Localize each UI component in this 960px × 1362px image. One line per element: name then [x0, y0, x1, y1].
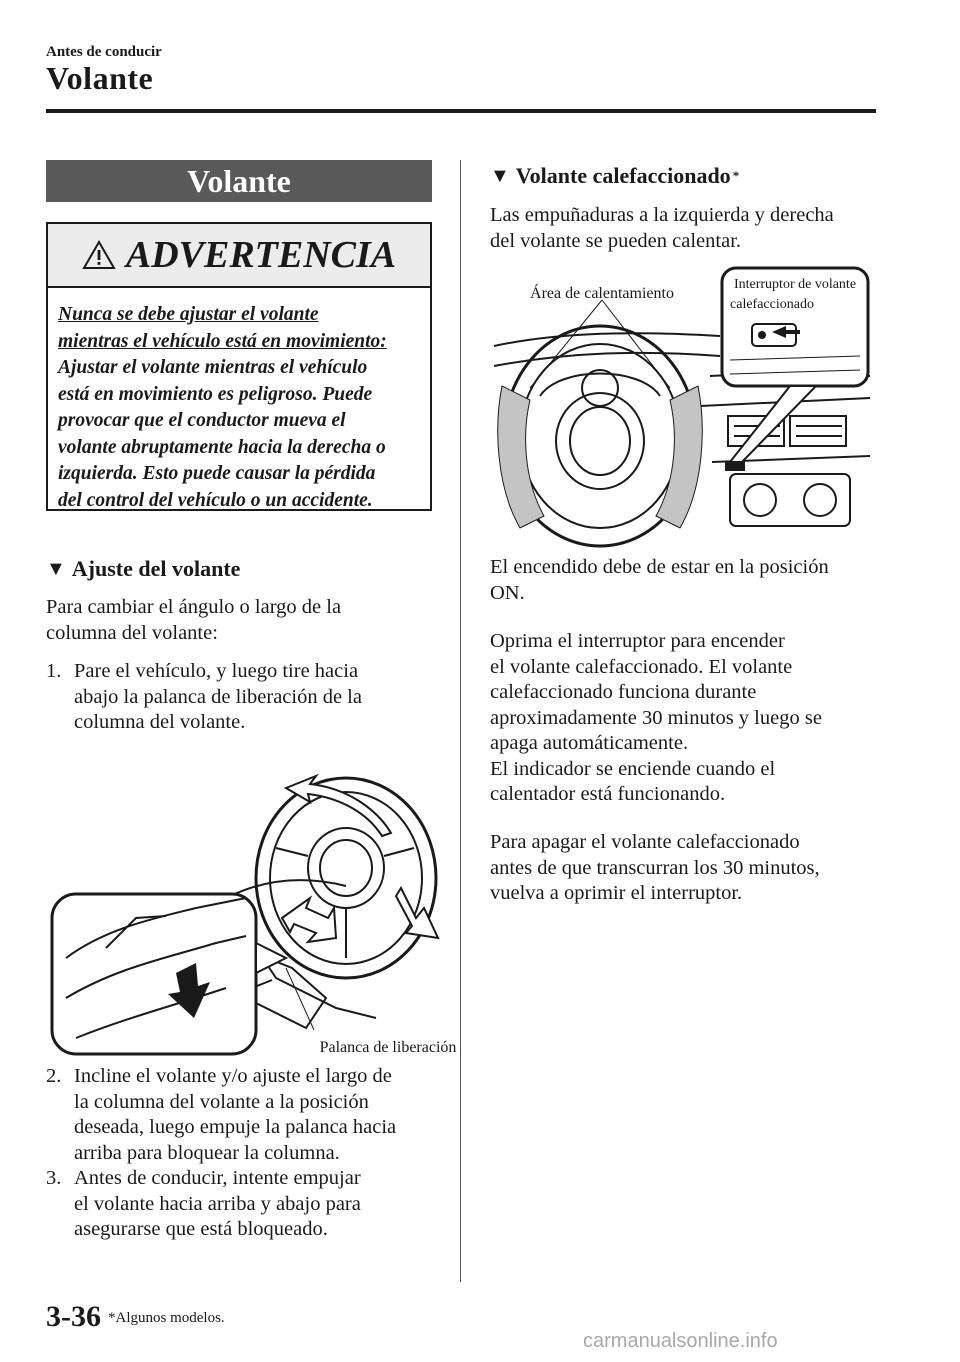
warning-line: izquierda. Esto puede causar la pérdida — [58, 463, 376, 484]
text-line: Incline el volante y/o ajuste el largo de — [74, 1065, 392, 1087]
text-line: Las empuñaduras a la izquierda y derecha — [490, 204, 834, 226]
text-line: el volante calefaccionado. El volante — [490, 655, 793, 678]
subheading-text: Volante calefaccionado — [515, 163, 731, 188]
text-line: El encendido debe de estar en la posición — [490, 556, 829, 578]
warning-line: está en movimiento es peligroso. Puede — [58, 383, 373, 405]
triangle-down-icon: ▼ — [490, 165, 510, 187]
text-line: calefaccionado funciona durante — [490, 681, 757, 703]
text-line: Para cambiar el ángulo o largo de la — [46, 596, 342, 618]
page-number: 3-36 — [46, 1300, 101, 1333]
footnote: *Algunos modelos. — [108, 1310, 225, 1326]
column-divider — [460, 160, 461, 1282]
text-line: la columna del volante a la posición — [74, 1090, 369, 1113]
watermark[interactable]: carmanualsonline.info — [583, 1330, 778, 1352]
heated-para-2 — [490, 629, 890, 808]
warning-line: Nunca se debe ajustar el volante — [58, 304, 319, 325]
text-line: apaga automáticamente. — [490, 732, 689, 754]
warning-line: mientras el vehículo está en movimiento: — [58, 330, 387, 352]
section-banner: Volante — [46, 160, 432, 202]
warning-body — [48, 288, 430, 514]
text-line: deseada, luego empuje la palanca hacia — [74, 1116, 397, 1138]
warning-title: ADVERTENCIA — [125, 234, 397, 276]
text-line: aproximadamente 30 minutos y luego se — [490, 706, 822, 729]
text-line: ON. — [490, 581, 525, 604]
switch-label-line2: calefaccionado — [730, 297, 814, 312]
warning-triangle-icon — [82, 240, 116, 270]
footnote-mark: * — [732, 168, 740, 183]
step-number: 2. — [46, 1065, 62, 1087]
text-line: Oprima el interruptor para encender — [490, 630, 785, 652]
triangle-down-icon: ▼ — [46, 558, 66, 580]
text-line: Pare el vehículo, y luego tire hacia — [74, 660, 359, 682]
step-2 — [46, 1064, 446, 1166]
step-3 — [46, 1166, 446, 1243]
section-label: Antes de conducir — [46, 44, 162, 60]
warning-line: Ajustar el volante mientras el vehículo — [58, 357, 368, 378]
warning-box — [46, 222, 432, 511]
step-number: 3. — [46, 1167, 62, 1189]
warning-header — [48, 224, 430, 288]
heating-area-label: Área de calentamiento — [530, 285, 674, 302]
subheading-heated — [490, 163, 739, 189]
intro-paragraph — [46, 595, 446, 646]
text-line: columna del volante: — [46, 621, 218, 644]
warning-line: del control del vehículo o un accidente. — [58, 489, 373, 511]
heated-para-3 — [490, 830, 890, 907]
text-line: arriba para bloquear la columna. — [74, 1141, 340, 1164]
text-line: El indicador se enciende cuando el — [490, 757, 776, 780]
warning-line: provocar que el conductor mueva el — [58, 410, 346, 431]
steering-adjust-figure — [46, 768, 457, 1060]
text-line: el volante hacia arriba y abajo para — [74, 1192, 361, 1215]
page-title: Volante — [46, 60, 154, 96]
text-line: abajo la palanca de liberación de la — [74, 685, 362, 708]
text-line: del volante se pueden calentar. — [490, 229, 742, 252]
heated-wheel-figure — [490, 266, 876, 550]
release-lever-label: Palanca de liberación — [319, 1039, 457, 1056]
heated-para-1 — [490, 555, 890, 606]
text-line: Antes de conducir, intente empujar — [74, 1167, 361, 1189]
text-line: vuelva a oprimir el interruptor. — [490, 882, 743, 904]
subheading-text: Ajuste del volante — [71, 556, 241, 581]
heated-intro — [490, 203, 890, 254]
text-line: Para apagar el volante calefaccionado — [490, 831, 800, 853]
switch-label-line1: Interruptor de volante — [733, 277, 857, 292]
step-1 — [46, 659, 446, 736]
header-rule — [46, 109, 876, 113]
subheading-adjust — [46, 556, 240, 582]
text-line: asegurarse que está bloqueado. — [74, 1218, 328, 1240]
warning-line: volante abruptamente hacia la derecha o — [58, 436, 386, 458]
step-number: 1. — [46, 660, 62, 682]
text-line: antes de que transcurran los 30 minutos, — [490, 856, 820, 879]
text-line: columna del volante. — [74, 711, 246, 733]
text-line: calentador está funcionando. — [490, 783, 726, 805]
